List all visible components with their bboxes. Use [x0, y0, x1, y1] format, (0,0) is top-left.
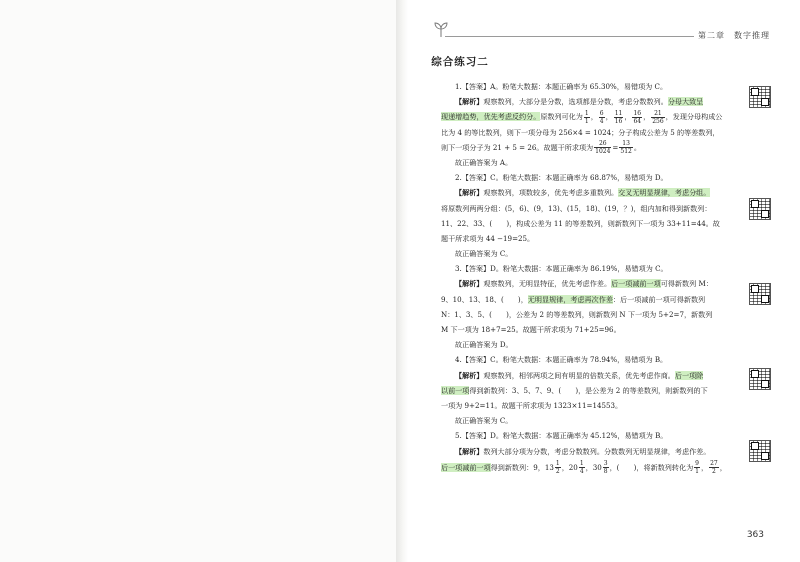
q1-analysis-line-4: 则下一项分子为 21 + 5 = 26。故题干所求项为 $\frac{26}{1024}$ = $\frac{13}{512}$ 。 — [441, 140, 641, 155]
q2-analysis-line-1: 【解析】观察数列，项数较多，优先考虑多重数列。交叉无明显规律，考虑分组。 — [455, 188, 711, 198]
q3-answer: 3.【答案】D。粉笔大数据：本题正确率为 86.19%，易错项为 C。 — [455, 264, 668, 274]
q2-analysis-line-3: 11、22、33、( )，构成公差为 11 的等差数列，则新数列下一项为 33+11=44。故 — [441, 218, 720, 228]
q1-analysis-line-3: 比为 4 的等比数列，则下一项分母为 256×4 = 1024；分子构成公差为 5 的等差数列， — [441, 127, 720, 137]
frac-5: $\frac{21}{256}$ — [652, 109, 664, 125]
q3-analysis-line-2: 9、10、13、18、( )，无明显规律，考虑再次作差：后一项减前一项可得新数列 — [441, 294, 706, 304]
qr-code-q5[interactable] — [749, 440, 771, 462]
q1-analysis-line-2: 现递增趋势，优先考虑反约分。原数列可化为 $\frac{1}{1}$ ， $\frac{6}{4}$ ， $\frac{11}{16}$ ， $\frac{16}{64}$ ， $\frac{21}{256}$ ，发现分母构成公 — [441, 109, 723, 125]
q2-analysis-line-2: 将原数列两两分组：(5，6)、(9，13)、(15，18)、(19，？)，组内加和得到新数列： — [441, 203, 712, 213]
page-title: 综合练习二 — [431, 56, 489, 68]
qr-code-q4[interactable] — [749, 368, 771, 390]
qr-code-q1[interactable] — [749, 86, 771, 108]
exercise-body — [441, 79, 739, 477]
q3-conclusion: 故正确答案为 D。 — [455, 340, 513, 350]
qr-code-q2[interactable] — [749, 198, 771, 220]
mixed-frac-2: $\frac{1}{4}$ — [579, 460, 584, 476]
page-number: 363 — [746, 530, 764, 540]
q4-analysis-line-3: 一项为 9+2=11。故题干所求项为 1323×11=14553。 — [441, 400, 623, 410]
q1-analysis-line-1: 【解析】观察数列，大部分是分数，选项都是分数，考虑分数数列。分母大致呈 — [455, 97, 704, 107]
q3-analysis-line-1: 【解析】观察数列，无明显特征，优先考虑作差。后一项减前一项可得新数列 M： — [455, 279, 713, 289]
frac-3: $\frac{11}{16}$ — [614, 109, 623, 125]
q4-analysis-line-2: 以前一项得到新数列：3、5、7、9、( )，是公差为 2 的等差数列，则新数列的下 — [441, 385, 708, 395]
q1-conclusion: 故正确答案为 A。 — [455, 157, 513, 167]
qr-code-q3[interactable] — [749, 283, 771, 305]
frac-conv-2: $\frac{27}{2}$ — [710, 460, 718, 476]
q2-answer: 2.【答案】C。粉笔大数据：本题正确率为 68.87%，易错项为 D。 — [455, 173, 668, 183]
frac-result-1: $\frac{26}{1024}$ — [595, 140, 611, 155]
q4-analysis-line-1: 【解析】观察数列，相邻两项之间有明显的倍数关系，优先考虑作商。后一项除 — [455, 370, 704, 380]
q3-analysis-line-3: N：1、3、5、( )，公差为 2 的等差数列，则新数列 N 下一项为 5+2=7，新数列 — [441, 309, 713, 319]
frac-result-2: $\frac{13}{512}$ — [620, 140, 632, 155]
mixed-frac-3: $\frac{3}{8}$ — [603, 460, 608, 476]
q5-analysis-line-1: 【解析】数列大部分项为分数，考虑分数数列。分数数列无明显规律，考虑作差。 — [455, 446, 711, 456]
q4-answer: 4.【答案】C。粉笔大数据：本题正确率为 78.94%，易错项为 B。 — [455, 355, 668, 365]
frac-4: $\frac{16}{64}$ — [633, 109, 642, 125]
q1-answer: 1.【答案】A。粉笔大数据：本题正确率为 65.30%，易错项为 C。 — [455, 82, 668, 91]
book-gutter — [396, 0, 408, 562]
q3-analysis-line-4: M 下一项为 18+7=25。故题干所求项为 71+25=96。 — [441, 325, 621, 334]
left-page-blank — [0, 0, 398, 562]
q4-conclusion: 故正确答案为 C。 — [455, 416, 513, 426]
frac-2: $\frac{6}{4}$ — [599, 109, 604, 125]
mixed-frac-1: $\frac{1}{2}$ — [555, 460, 560, 476]
frac-1: $\frac{1}{1}$ — [584, 109, 589, 125]
chapter-header: 第二章 数字推理 — [694, 30, 770, 41]
q5-analysis-line-2: 后一项减前一项得到新数列：9，13 $\frac{1}{2}$ ，20 $\frac{1}{4}$ ，30 $\frac{3}{8}$ ，( )，将新数列转化为 $\frac{9}{1}$ ， $\frac{27}{2}$ ， — [441, 460, 727, 476]
q2-conclusion: 故正确答案为 C。 — [455, 249, 513, 259]
frac-conv-1: $\frac{9}{1}$ — [695, 460, 699, 476]
q5-answer: 5.【答案】D。粉笔大数据：本题正确率为 45.12%，易错项为 B。 — [455, 431, 668, 441]
q2-analysis-line-4: 题干所求项为 44 −19=25。 — [441, 233, 535, 243]
